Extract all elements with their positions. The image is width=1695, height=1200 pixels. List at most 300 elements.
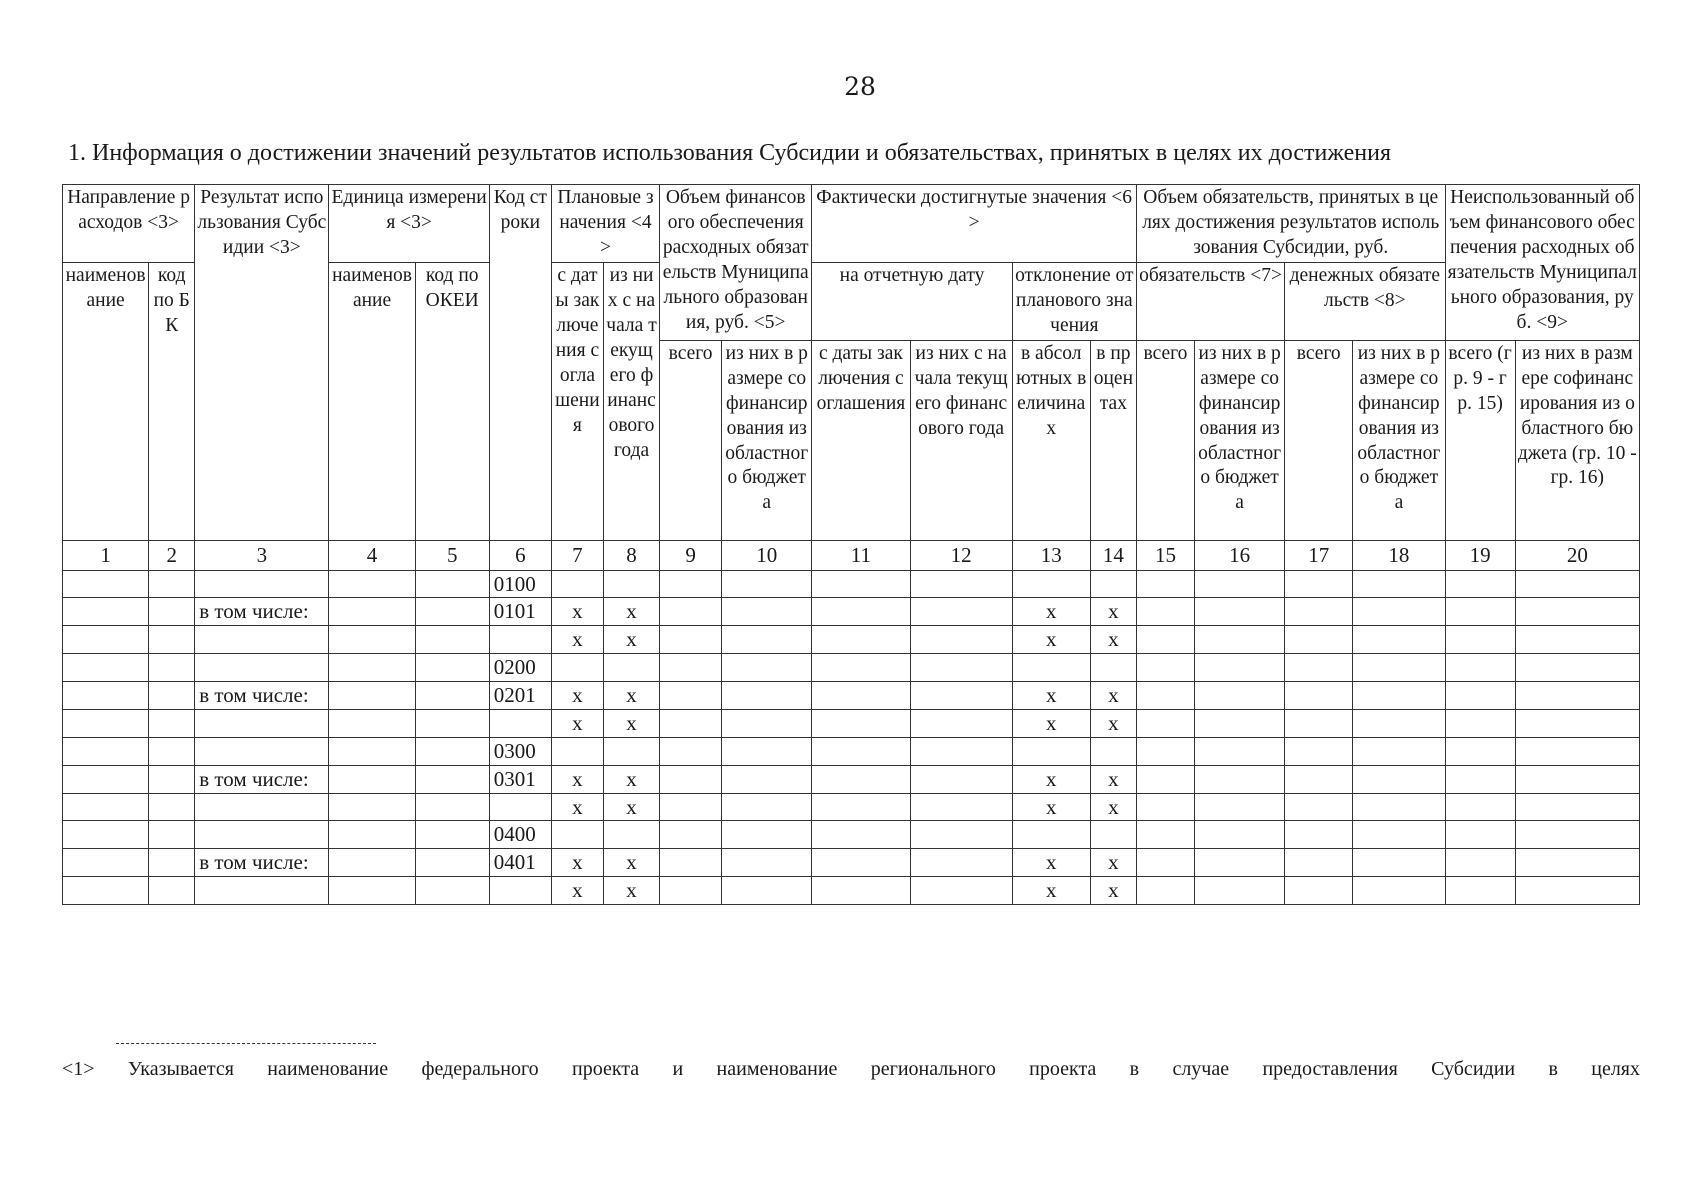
deviation-abs-cell: x [1012,598,1090,626]
table-row [63,849,1640,877]
money-total-cell [1285,570,1353,598]
money-total-cell [1285,821,1353,849]
deviation-abs-cell: x [1012,765,1090,793]
commit-total-cell [1136,682,1194,710]
finance-cofin-cell [722,654,812,682]
unused-cofin-cell [1515,654,1639,682]
commit-total-cell [1136,793,1194,821]
unit-okei-cell [415,654,489,682]
deviation-abs-cell: x [1012,877,1090,905]
plan-agreement-cell: x [551,626,603,654]
money-cofin-cell [1353,849,1445,877]
deviation-abs-cell: x [1012,626,1090,654]
direction-name-cell [63,737,149,765]
actual-agreement-cell [812,570,910,598]
column-number: 3 [195,540,329,570]
unit-name-cell [329,598,415,626]
deviation-pct-cell: x [1090,626,1136,654]
header-direction: Направление расходов <3> [63,185,195,263]
commit-total-cell [1136,570,1194,598]
commit-total-cell [1136,821,1194,849]
header-actual: Фактически достигнутые значения <6> [812,185,1137,263]
money-total-cell [1285,682,1353,710]
header-unit-name: наименование [329,262,415,540]
finance-cofin-cell [722,877,812,905]
column-number: 11 [812,540,910,570]
deviation-pct-cell: x [1090,598,1136,626]
money-total-cell [1285,709,1353,737]
finance-total-cell [660,626,722,654]
actual-year-cell [910,654,1012,682]
unit-okei-cell [415,765,489,793]
column-number: 14 [1090,540,1136,570]
deviation-pct-cell: x [1090,682,1136,710]
unused-cofin-cell [1515,598,1639,626]
table-row [63,654,1640,682]
unused-total-cell [1445,654,1515,682]
actual-agreement-cell [812,737,910,765]
result-cell [195,821,329,849]
unused-cofin-cell [1515,877,1639,905]
actual-year-cell [910,626,1012,654]
direction-code-cell [149,737,195,765]
header-row-code: Код строки [489,185,551,541]
plan-year-cell: x [603,849,659,877]
deviation-pct-cell: x [1090,709,1136,737]
unused-total-cell [1445,765,1515,793]
money-cofin-cell [1353,626,1445,654]
deviation-pct-cell [1090,654,1136,682]
commit-cofin-cell [1195,765,1285,793]
row-code-cell: 0301 [489,765,551,793]
unused-total-cell [1445,793,1515,821]
commit-cofin-cell [1195,626,1285,654]
unit-okei-cell [415,682,489,710]
money-cofin-cell [1353,570,1445,598]
column-number: 13 [1012,540,1090,570]
actual-year-cell [910,849,1012,877]
commit-cofin-cell [1195,877,1285,905]
table-row [63,682,1640,710]
deviation-abs-cell: x [1012,849,1090,877]
unit-okei-cell [415,598,489,626]
unused-cofin-cell [1515,737,1639,765]
direction-name-cell [63,849,149,877]
finance-cofin-cell [722,626,812,654]
plan-year-cell: x [603,877,659,905]
header-plan-agreement: с даты заключения соглашения [551,262,603,540]
deviation-abs-cell: x [1012,793,1090,821]
column-number: 15 [1136,540,1194,570]
direction-code-cell [149,765,195,793]
plan-year-cell: x [603,598,659,626]
plan-agreement-cell [551,821,603,849]
plan-year-cell: x [603,709,659,737]
actual-agreement-cell [812,877,910,905]
row-code-cell [489,626,551,654]
money-total-cell [1285,737,1353,765]
unused-total-cell [1445,682,1515,710]
unused-total-cell [1445,877,1515,905]
header-obligations: Объем обязательств, принятых в целях достижения результатов использования Субсидии, руб. [1136,185,1445,263]
finance-total-cell [660,654,722,682]
deviation-pct-cell [1090,737,1136,765]
plan-agreement-cell: x [551,877,603,905]
actual-agreement-cell [812,626,910,654]
unit-name-cell [329,682,415,710]
unit-name-cell [329,765,415,793]
commit-total-cell [1136,626,1194,654]
unused-cofin-cell [1515,570,1639,598]
direction-code-cell [149,598,195,626]
header-actual-on-date: на отчетную дату [812,262,1012,340]
deviation-pct-cell: x [1090,765,1136,793]
money-cofin-cell [1353,793,1445,821]
unused-total-cell [1445,709,1515,737]
unused-total-cell [1445,737,1515,765]
plan-agreement-cell: x [551,598,603,626]
money-cofin-cell [1353,737,1445,765]
unused-total-cell [1445,821,1515,849]
commit-total-cell [1136,849,1194,877]
unused-total-cell [1445,849,1515,877]
column-number: 7 [551,540,603,570]
direction-name-cell [63,654,149,682]
finance-cofin-cell [722,709,812,737]
unit-name-cell [329,709,415,737]
deviation-abs-cell [1012,570,1090,598]
deviation-abs-cell [1012,821,1090,849]
result-cell [195,626,329,654]
column-number: 5 [415,540,489,570]
result-cell: в том числе: [195,682,329,710]
money-total-cell [1285,654,1353,682]
plan-year-cell: x [603,765,659,793]
header-money-cofin: из них в размере софинансирования из областного бюджета [1353,340,1445,540]
actual-year-cell [910,682,1012,710]
column-number: 10 [722,540,812,570]
column-number: 9 [660,540,722,570]
row-code-cell: 0401 [489,849,551,877]
actual-agreement-cell [812,821,910,849]
result-cell: в том числе: [195,765,329,793]
row-code-cell: 0200 [489,654,551,682]
unused-total-cell [1445,598,1515,626]
unit-okei-cell [415,626,489,654]
plan-year-cell: x [603,626,659,654]
table-row [63,626,1640,654]
unit-okei-cell [415,737,489,765]
direction-name-cell [63,877,149,905]
header-unused-cofin: из них в размере софинансирования из областного бюджета (гр. 10 - гр. 16) [1515,340,1639,540]
direction-code-cell [149,849,195,877]
unit-okei-cell [415,570,489,598]
plan-agreement-cell [551,654,603,682]
deviation-pct-cell: x [1090,849,1136,877]
money-total-cell [1285,598,1353,626]
unit-okei-cell [415,877,489,905]
plan-agreement-cell: x [551,709,603,737]
unused-cofin-cell [1515,626,1639,654]
header-result: Результат использования Субсидии <3> [195,185,329,541]
commit-total-cell [1136,598,1194,626]
finance-total-cell [660,709,722,737]
commit-cofin-cell [1195,737,1285,765]
finance-cofin-cell [722,682,812,710]
actual-agreement-cell [812,709,910,737]
row-code-cell [489,877,551,905]
column-number: 1 [63,540,149,570]
finance-total-cell [660,849,722,877]
column-number: 17 [1285,540,1353,570]
money-cofin-cell [1353,654,1445,682]
table-row [63,737,1640,765]
commit-cofin-cell [1195,793,1285,821]
header-actual-year: из них с начала текущего финансового года [910,340,1012,540]
result-cell [195,570,329,598]
actual-year-cell [910,737,1012,765]
direction-name-cell [63,821,149,849]
direction-code-cell [149,570,195,598]
column-number: 12 [910,540,1012,570]
table-header [63,185,1640,571]
money-total-cell [1285,793,1353,821]
header-unused: Неиспользованный объем финансового обеспечения расходных обязательств Муниципального образования, руб. <9> [1445,185,1640,341]
row-code-cell [489,793,551,821]
deviation-pct-cell: x [1090,877,1136,905]
header-obligations-money: денежных обязательств <8> [1285,262,1445,340]
section-heading: 1. Информация о достижении значений результатов использования Субсидии и обязательствах, принятых в целях их достижения [68,140,1392,166]
row-code-cell: 0201 [489,682,551,710]
direction-name-cell [63,570,149,598]
plan-year-cell [603,654,659,682]
plan-year-cell [603,821,659,849]
finance-cofin-cell [722,849,812,877]
column-number-row [63,540,1640,570]
column-number: 20 [1515,540,1639,570]
actual-year-cell [910,598,1012,626]
header-deviation-abs: в абсолютных величинах [1012,340,1090,540]
actual-agreement-cell [812,654,910,682]
actual-year-cell [910,821,1012,849]
column-number: 8 [603,540,659,570]
plan-agreement-cell: x [551,682,603,710]
deviation-abs-cell [1012,654,1090,682]
table-row [63,709,1640,737]
deviation-abs-cell [1012,737,1090,765]
commit-cofin-cell [1195,682,1285,710]
money-total-cell [1285,626,1353,654]
deviation-abs-cell: x [1012,709,1090,737]
unused-total-cell [1445,570,1515,598]
actual-agreement-cell [812,765,910,793]
actual-agreement-cell [812,793,910,821]
header-direction-code: код по БК [149,262,195,540]
unit-okei-cell [415,793,489,821]
plan-year-cell: x [603,682,659,710]
unit-name-cell [329,793,415,821]
table-row [63,821,1640,849]
direction-name-cell [63,765,149,793]
header-finance-total: всего [660,340,722,540]
unit-okei-cell [415,821,489,849]
plan-agreement-cell: x [551,765,603,793]
table-row [63,765,1640,793]
unused-total-cell [1445,626,1515,654]
header-plan-year: из них с начала текущего финансового года [603,262,659,540]
column-number: 19 [1445,540,1515,570]
direction-name-cell [63,709,149,737]
money-total-cell [1285,877,1353,905]
finance-total-cell [660,737,722,765]
finance-cofin-cell [722,821,812,849]
unit-okei-cell [415,709,489,737]
table-row [63,793,1640,821]
direction-code-cell [149,877,195,905]
footnote-separator [116,1043,376,1044]
header-finance-cofin: из них в размере софинансирования из областного бюджета [722,340,812,540]
plan-agreement-cell [551,737,603,765]
row-code-cell: 0300 [489,737,551,765]
actual-year-cell [910,793,1012,821]
plan-agreement-cell [551,570,603,598]
result-cell [195,793,329,821]
footnote: <1> Указывается наименование федерального проекта и наименование регионального проекта в случае предоставления Субсидии в целях [62,1058,1640,1080]
finance-cofin-cell [722,793,812,821]
unit-name-cell [329,737,415,765]
finance-total-cell [660,793,722,821]
unused-cofin-cell [1515,793,1639,821]
header-direction-name: наименование [63,262,149,540]
unit-okei-cell [415,849,489,877]
unit-name-cell [329,654,415,682]
unit-name-cell [329,626,415,654]
table-row [63,570,1640,598]
header-obligations-commit: обязательств <7> [1136,262,1284,340]
commit-cofin-cell [1195,654,1285,682]
direction-code-cell [149,626,195,654]
column-number: 16 [1195,540,1285,570]
result-cell [195,877,329,905]
row-code-cell: 0400 [489,821,551,849]
unit-name-cell [329,570,415,598]
finance-total-cell [660,598,722,626]
commit-cofin-cell [1195,709,1285,737]
result-cell [195,737,329,765]
money-cofin-cell [1353,598,1445,626]
table-body [63,570,1640,905]
actual-year-cell [910,709,1012,737]
finance-total-cell [660,821,722,849]
commit-total-cell [1136,877,1194,905]
direction-code-cell [149,821,195,849]
actual-year-cell [910,877,1012,905]
header-plan: Плановые значения <4> [551,185,659,263]
unused-cofin-cell [1515,765,1639,793]
header-actual-agreement: с даты заключения соглашения [812,340,910,540]
plan-year-cell [603,570,659,598]
plan-year-cell: x [603,793,659,821]
table-row [63,598,1640,626]
page-number: 28 [844,72,876,101]
header-unused-total: всего (гр. 9 - гр. 15) [1445,340,1515,540]
deviation-abs-cell: x [1012,682,1090,710]
unused-cofin-cell [1515,709,1639,737]
deviation-pct-cell [1090,570,1136,598]
table-row [63,877,1640,905]
money-cofin-cell [1353,821,1445,849]
unit-name-cell [329,877,415,905]
row-code-cell: 0100 [489,570,551,598]
direction-name-cell [63,626,149,654]
header-deviation-pct: в процентах [1090,340,1136,540]
finance-total-cell [660,765,722,793]
finance-total-cell [660,570,722,598]
commit-cofin-cell [1195,821,1285,849]
deviation-pct-cell [1090,821,1136,849]
commit-cofin-cell [1195,849,1285,877]
finance-total-cell [660,682,722,710]
report-table [62,184,1640,905]
header-finance-volume: Объем финансового обеспечения расходных обязательств Муниципального образования, руб. <5> [660,185,812,341]
actual-year-cell [910,570,1012,598]
direction-code-cell [149,793,195,821]
actual-agreement-cell [812,682,910,710]
column-number: 4 [329,540,415,570]
direction-name-cell [63,793,149,821]
commit-cofin-cell [1195,570,1285,598]
column-number: 6 [489,540,551,570]
commit-total-cell [1136,737,1194,765]
unit-name-cell [329,821,415,849]
actual-year-cell [910,765,1012,793]
money-cofin-cell [1353,682,1445,710]
money-cofin-cell [1353,709,1445,737]
money-cofin-cell [1353,765,1445,793]
finance-cofin-cell [722,570,812,598]
row-code-cell [489,709,551,737]
deviation-pct-cell: x [1090,793,1136,821]
direction-code-cell [149,654,195,682]
direction-name-cell [63,682,149,710]
result-cell: в том числе: [195,598,329,626]
plan-agreement-cell: x [551,793,603,821]
header-money-total: всего [1285,340,1353,540]
money-total-cell [1285,765,1353,793]
plan-agreement-cell: x [551,849,603,877]
commit-cofin-cell [1195,598,1285,626]
result-cell [195,709,329,737]
column-number: 18 [1353,540,1445,570]
actual-agreement-cell [812,849,910,877]
header-unit: Единица измерения <3> [329,185,489,263]
row-code-cell: 0101 [489,598,551,626]
column-number: 2 [149,540,195,570]
unit-name-cell [329,849,415,877]
commit-total-cell [1136,654,1194,682]
unused-cofin-cell [1515,821,1639,849]
header-commit-cofin: из них в размере софинансирования из областного бюджета [1195,340,1285,540]
header-unit-okei: код по ОКЕИ [415,262,489,540]
commit-total-cell [1136,765,1194,793]
plan-year-cell [603,737,659,765]
money-cofin-cell [1353,877,1445,905]
finance-total-cell [660,877,722,905]
finance-cofin-cell [722,598,812,626]
unused-cofin-cell [1515,849,1639,877]
result-cell [195,654,329,682]
direction-code-cell [149,709,195,737]
